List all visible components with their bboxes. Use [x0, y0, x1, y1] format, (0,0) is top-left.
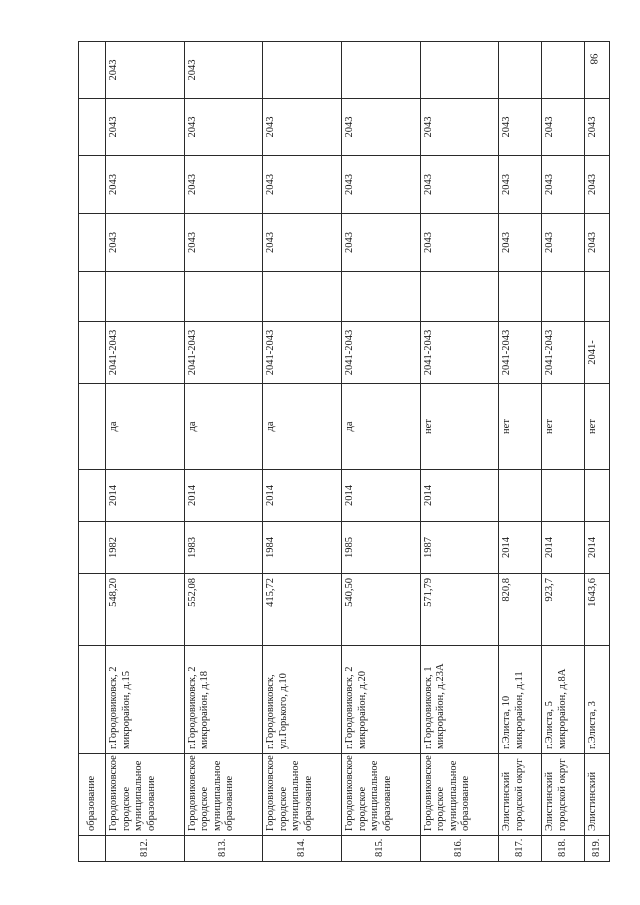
- cell-address: г.Элиста, 10 микрорайон, д.11: [499, 646, 542, 754]
- cell-municipality: Городовиковское городское муниципальное образование: [420, 754, 499, 836]
- cell-empty: [420, 272, 499, 322]
- cell-municipality: Элистинский городской округ: [499, 754, 542, 836]
- cell-row-number: 816.: [420, 836, 499, 862]
- table-row: [542, 42, 585, 862]
- rotated-table-container: [78, 42, 610, 862]
- cell-flag: да: [341, 384, 420, 470]
- cell-year-1: 2043: [106, 214, 185, 272]
- cell-year-2b: 2043: [542, 156, 585, 214]
- cell-year-2b: 2043: [184, 156, 263, 214]
- cell-area: 415,72: [263, 574, 342, 646]
- cell-year-1: 2043: [341, 214, 420, 272]
- cell-empty: [542, 272, 585, 322]
- table-row-continuation: [79, 42, 106, 862]
- cell-empty: [341, 272, 420, 322]
- cell-address: г.Городовиковск, 2 микрорайон, д.15: [106, 646, 185, 754]
- cell-empty: [79, 574, 106, 646]
- cell-year-2: 2014: [184, 470, 263, 522]
- cell-year-2: 2014: [106, 470, 185, 522]
- cell-empty: [499, 272, 542, 322]
- cell-address: г.Элиста, 3: [584, 646, 609, 754]
- cell-year-2b: 2043: [263, 156, 342, 214]
- cell-address: г.Городовиковск, 1 микрорайон, д.23А: [420, 646, 499, 754]
- cell-flag: да: [106, 384, 185, 470]
- cell-row-number: 818.: [542, 836, 585, 862]
- cell-year-1: 2043: [499, 214, 542, 272]
- cell-year-1: 2043: [542, 214, 585, 272]
- cell-period: 2041-2043: [184, 322, 263, 384]
- cell-period: 2041-2043: [499, 322, 542, 384]
- cell-empty: [79, 646, 106, 754]
- cell-year-built: 1983: [184, 522, 263, 574]
- cell-municipality: Элистинский: [584, 754, 609, 836]
- cell-flag: да: [184, 384, 263, 470]
- table-row: [341, 42, 420, 862]
- cell-municipality: Городовиковское городское муниципальное образование: [184, 754, 263, 836]
- cell-empty: [79, 42, 106, 99]
- cell-year-built: 1984: [263, 522, 342, 574]
- housing-registry-table: [78, 41, 610, 862]
- table-row: [263, 42, 342, 862]
- table-row: [106, 42, 185, 862]
- cell-flag: нет: [420, 384, 499, 470]
- cell-year-4: [499, 42, 542, 99]
- cell-year-3: 2043: [420, 99, 499, 156]
- cell-row-number: 817.: [499, 836, 542, 862]
- cell-year-4: 2043: [106, 42, 185, 99]
- cell-empty: [184, 272, 263, 322]
- cell-empty: [79, 384, 106, 470]
- cell-year-2b: 2043: [420, 156, 499, 214]
- cell-area: 540,50: [341, 574, 420, 646]
- cell-row-number: 813.: [184, 836, 263, 862]
- cell-flag: нет: [542, 384, 585, 470]
- cell-row-number: 812.: [106, 836, 185, 862]
- cell-address: г.Городовиковск, 2 микрорайон, д.18: [184, 646, 263, 754]
- cell-empty: [79, 156, 106, 214]
- cell-municipality: Городовиковское городское муниципальное образование: [341, 754, 420, 836]
- cell-year-4: 2043: [184, 42, 263, 99]
- cell-area: 552,08: [184, 574, 263, 646]
- cell-period: 2041-2043: [263, 322, 342, 384]
- cell-area: 820,8: [499, 574, 542, 646]
- cell-empty: [584, 272, 609, 322]
- cell-period: 2041-: [584, 322, 609, 384]
- table-row: [420, 42, 499, 862]
- cell-row-number: 814.: [263, 836, 342, 862]
- cell-year-1: 2043: [263, 214, 342, 272]
- cell-year-2: 2014: [263, 470, 342, 522]
- cell-year-built: 2014: [584, 522, 609, 574]
- cell-year-2: [499, 470, 542, 522]
- cell-municipality: Городовиковское городское муниципальное образование: [106, 754, 185, 836]
- cell-area: 923,7: [542, 574, 585, 646]
- cell-empty: [79, 322, 106, 384]
- cell-year-1: 2043: [184, 214, 263, 272]
- cell-area: 548,20: [106, 574, 185, 646]
- cell-address: г.Элиста, 5 микрорайон, д.8А: [542, 646, 585, 754]
- cell-year-3: 2043: [106, 99, 185, 156]
- cell-address: г.Городовиковск, ул.Горького, д.10: [263, 646, 342, 754]
- table-row: [184, 42, 263, 862]
- cell-address: г.Городовиковск, 2 микрорайон, д.20: [341, 646, 420, 754]
- cell-year-2: 2014: [420, 470, 499, 522]
- cell-empty: [79, 99, 106, 156]
- cell-year-built: 2014: [499, 522, 542, 574]
- cell-year-1: 2043: [584, 214, 609, 272]
- cell-flag: нет: [584, 384, 609, 470]
- cell-row-number: 819.: [584, 836, 609, 862]
- cell-flag: да: [263, 384, 342, 470]
- cell-year-4: [263, 42, 342, 99]
- cell-municipality: Городовиковское городское муниципальное образование: [263, 754, 342, 836]
- cell-empty: [79, 214, 106, 272]
- cell-municipality: Элистинский городской округ: [542, 754, 585, 836]
- cell-year-3: 2043: [341, 99, 420, 156]
- cell-year-3: 2043: [542, 99, 585, 156]
- cell-empty: [79, 272, 106, 322]
- cell-year-2: 2014: [341, 470, 420, 522]
- cell-period: 2041-2043: [542, 322, 585, 384]
- cell-row-number: 815.: [341, 836, 420, 862]
- cell-year-built: 1982: [106, 522, 185, 574]
- cell-year-built: 1985: [341, 522, 420, 574]
- cell-empty: [79, 470, 106, 522]
- cell-empty: [263, 272, 342, 322]
- cell-area: 1643,6: [584, 574, 609, 646]
- cell-year-4: [542, 42, 585, 99]
- cell-area: 571,79: [420, 574, 499, 646]
- cell-year-3: 2043: [584, 99, 609, 156]
- cell-year-built: 1987: [420, 522, 499, 574]
- cell-year-2b: 2043: [499, 156, 542, 214]
- page-number: 98: [587, 53, 600, 65]
- cell-year-2b: 2043: [584, 156, 609, 214]
- cell-flag: нет: [499, 384, 542, 470]
- cell-period: 2041-2043: [341, 322, 420, 384]
- cell-year-4: [420, 42, 499, 99]
- table-row: [584, 42, 609, 862]
- table-row: [499, 42, 542, 862]
- cell-year-4: [341, 42, 420, 99]
- table-body: [79, 42, 610, 862]
- cell-year-2b: 2043: [106, 156, 185, 214]
- cell-year-2b: 2043: [341, 156, 420, 214]
- cell-year-1: 2043: [420, 214, 499, 272]
- cell-period: 2041-2043: [106, 322, 185, 384]
- cell-year-2: [542, 470, 585, 522]
- cell-year-2: [584, 470, 609, 522]
- cell-empty: [106, 272, 185, 322]
- cell-municipality-continued: образование: [79, 754, 106, 836]
- cell-year-3: 2043: [263, 99, 342, 156]
- cell-empty: [79, 836, 106, 862]
- cell-year-3: 2043: [184, 99, 263, 156]
- cell-period: 2041-2043: [420, 322, 499, 384]
- cell-year-4: [584, 42, 609, 99]
- cell-empty: [79, 522, 106, 574]
- cell-year-built: 2014: [542, 522, 585, 574]
- cell-year-3: 2043: [499, 99, 542, 156]
